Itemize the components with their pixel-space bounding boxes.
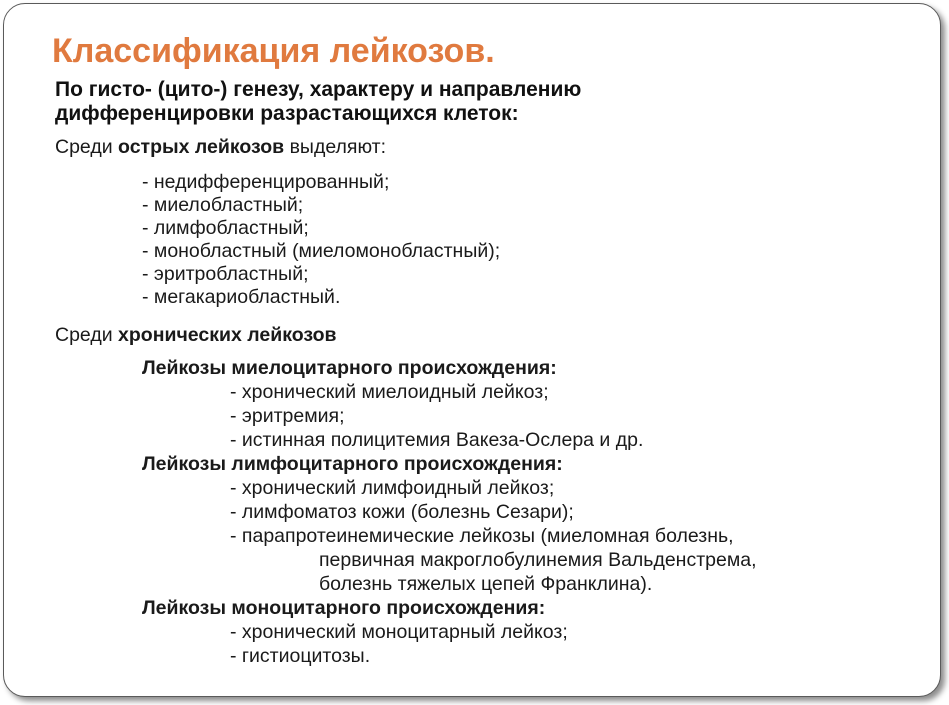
subtitle-line-2: дифференцировки разрастающихся клеток:: [55, 102, 519, 125]
lymphocytic-item-2: - лимфоматоз кожи (болезнь Сезари);: [230, 501, 574, 523]
group-heading-lymphocytic: Лейкозы лимфоцитарного происхождения:: [142, 453, 563, 475]
acute-item-1: - недифференцированный;: [142, 171, 390, 193]
chronic-intro-bold: хронических лейкозов: [118, 324, 337, 346]
acute-item-3: - лимфобластный;: [142, 217, 309, 239]
acute-item-5: - эритробластный;: [142, 263, 309, 285]
group-heading-myelocytic: Лейкозы миелоцитарного происхождения:: [142, 357, 557, 379]
acute-item-4: - монобластный (миеломонобластный);: [142, 240, 501, 262]
lymphocytic-item-3: - парапротеинемические лейкозы (миеломная болезнь,: [230, 525, 734, 547]
acute-intro-prefix: Среди: [55, 136, 119, 158]
monocytic-item-1: - хронический моноцитарный лейкоз;: [230, 621, 568, 643]
acute-item-2: - миелобластный;: [142, 194, 304, 216]
slide-title: Классификация лейкозов.: [52, 32, 495, 70]
monocytic-item-2: - гистиоцитозы.: [230, 645, 371, 667]
myelocytic-item-1: - хронический миелоидный лейкоз;: [230, 381, 549, 403]
chronic-intro-prefix: Среди: [55, 324, 119, 346]
group-heading-monocytic: Лейкозы моноцитарного происхождения:: [142, 597, 546, 619]
acute-intro: [55, 136, 386, 159]
acute-item-6: - мегакариобластный.: [142, 286, 341, 308]
lymphocytic-item-1: - хронический лимфоидный лейкоз;: [230, 477, 555, 499]
chronic-intro: [55, 324, 336, 347]
acute-intro-bold: острых лейкозов: [118, 136, 285, 158]
myelocytic-item-3: - истинная полицитемия Вакеза-Ослера и др.: [230, 429, 644, 451]
subtitle-line-1: По гисто- (цито-) генезу, характеру и направлению: [55, 78, 582, 101]
acute-intro-suffix: выделяют:: [284, 136, 387, 158]
myelocytic-item-2: - эритремия;: [230, 405, 345, 427]
lymphocytic-continuation-2: болезнь тяжелых цепей Франклина).: [319, 573, 653, 595]
lymphocytic-continuation-1: первичная макроглобулинемия Вальденстрема,: [319, 549, 757, 571]
slide-subtitle: [55, 78, 581, 126]
